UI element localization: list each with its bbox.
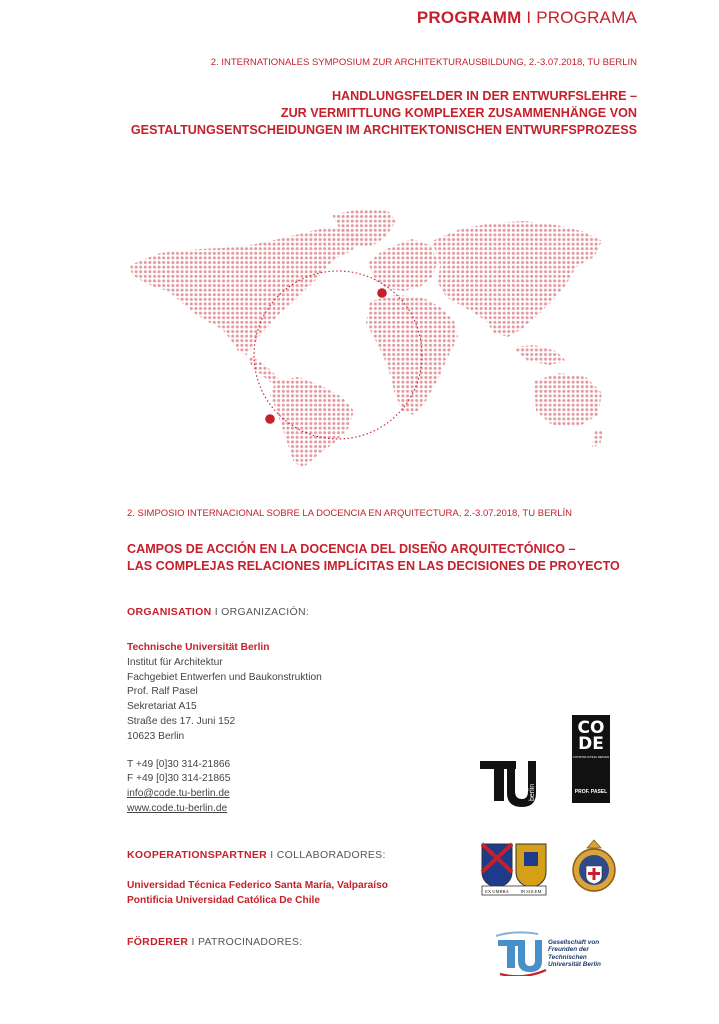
title-de-line: GESTALTUNGSENTSCHEIDUNGEN IM ARCHITEKTONISCHEN ENTWURFSPROZESS: [130, 123, 637, 137]
phone: T +49 [0]30 314-21866: [127, 758, 231, 770]
continent-asia: [432, 221, 602, 337]
usm-banner-right: IN SOLEM: [520, 889, 542, 894]
organisation-normal: ORGANIZACIÓN:: [221, 606, 310, 618]
gesellschaft-line: Freunden der: [548, 946, 589, 954]
continent-north-america: [130, 227, 360, 355]
continent-new-zealand: [592, 429, 604, 447]
puc-seal-logo: [571, 838, 617, 894]
title-de-line: HANDLUNGSFELDER IN DER ENTWURFSLEHRE –: [331, 89, 637, 103]
marker-chile: [265, 414, 275, 424]
continent-central-america: [246, 355, 280, 385]
usm-banner-left: EX UMBRA: [485, 889, 509, 894]
gesellschaft-line: Universität Berlin: [548, 961, 601, 969]
continent-south-america: [270, 377, 354, 467]
address-line: Institut für Architektur: [127, 656, 223, 668]
foerderer-sep: I: [188, 936, 198, 948]
continent-europe: [368, 239, 438, 291]
organisation-sep: I: [211, 606, 222, 618]
gesellschaft-line: Gesellschaft von: [548, 939, 600, 946]
code-logo-line1: CO: [577, 718, 605, 738]
foerderer-heading: [127, 936, 302, 948]
title-de: [131, 88, 637, 139]
partner-item: Universidad Técnica Federico Santa María, Valparaíso: [127, 880, 389, 891]
code-logo-line2: DE: [578, 734, 604, 754]
address-line: Fachgebiet Entwerfen und Baukonstruktion: [127, 671, 322, 683]
header-sep: I: [521, 8, 537, 27]
partners-list: [127, 879, 388, 908]
title-de-line: ZUR VERMITTLUNG KOMPLEXER ZUSAMMENHÄNGE VON: [280, 106, 637, 120]
title-es: [127, 541, 620, 575]
marker-berlin: [377, 288, 387, 298]
header-normal: PROGRAMA: [536, 8, 637, 27]
web-link[interactable]: www.code.tu-berlin.de: [127, 802, 228, 814]
kooperation-sep: I: [267, 849, 277, 861]
address-line: Straße des 17. Juni 152: [127, 715, 236, 727]
symposium-es: 2. SIMPOSIO INTERNACIONAL SOBRE LA DOCENCIA EN ARQUITECTURA, 2.-3.07.2018, TU BERLÍN: [127, 508, 573, 519]
address-block: [127, 641, 322, 817]
tu-logo-text: berlin: [529, 783, 536, 801]
usm-crest-logo: [480, 842, 548, 896]
code-logo: [572, 715, 610, 803]
gesellschaft-line: Technischen: [548, 953, 587, 961]
page-header: [417, 8, 637, 28]
address-line: Sekretariat A15: [127, 701, 197, 713]
org-name: Technische Universität Berlin: [127, 642, 270, 653]
gesellschaft-text: [548, 939, 601, 969]
symposium-de: 2. INTERNATIONALES SYMPOSIUM ZUR ARCHITEKTURAUSBILDUNG, 2.-3.07.2018, TU BERLIN: [210, 57, 637, 68]
partner-item: Pontificia Universidad Católica De Chile: [127, 894, 321, 906]
continent-indonesia: [512, 345, 566, 365]
kooperation-bold: KOOPERATIONSPARTNER: [127, 849, 268, 861]
foerderer-normal: PATROCINADORES:: [197, 936, 303, 948]
tu-berlin-logo: [480, 761, 542, 807]
organisation-bold: ORGANISATION: [127, 606, 212, 618]
foerderer-bold: FÖRDERER: [127, 936, 189, 948]
fax: F +49 [0]30 314-21865: [127, 773, 231, 785]
continent-australia: [534, 373, 602, 427]
kooperation-heading: [127, 849, 386, 861]
email-link[interactable]: info@code.tu-berlin.de: [127, 788, 230, 800]
organisation-heading: [127, 606, 309, 618]
continent-africa: [366, 295, 458, 415]
title-es-line: LAS COMPLEJAS RELACIONES IMPLÍCITAS EN LAS DECISIONES DE PROYECTO: [127, 559, 620, 573]
code-logo-prof: PROF. PASEL: [574, 789, 608, 795]
world-map: [120, 205, 610, 470]
kooperation-normal: COLLABORADORES:: [276, 849, 386, 861]
address-line: Prof. Ralf Pasel: [127, 686, 198, 698]
title-es-line: CAMPOS DE ACCIÓN EN LA DOCENCIA DEL DISEÑO ARQUITECTÓNICO –: [127, 542, 576, 556]
code-logo-sub: CONSTRUCTING DESIGN: [572, 755, 610, 759]
gesellschaft-logo: [494, 930, 548, 976]
header-bold: PROGRAMM: [416, 8, 522, 27]
address-line: 10623 Berlin: [127, 730, 185, 742]
